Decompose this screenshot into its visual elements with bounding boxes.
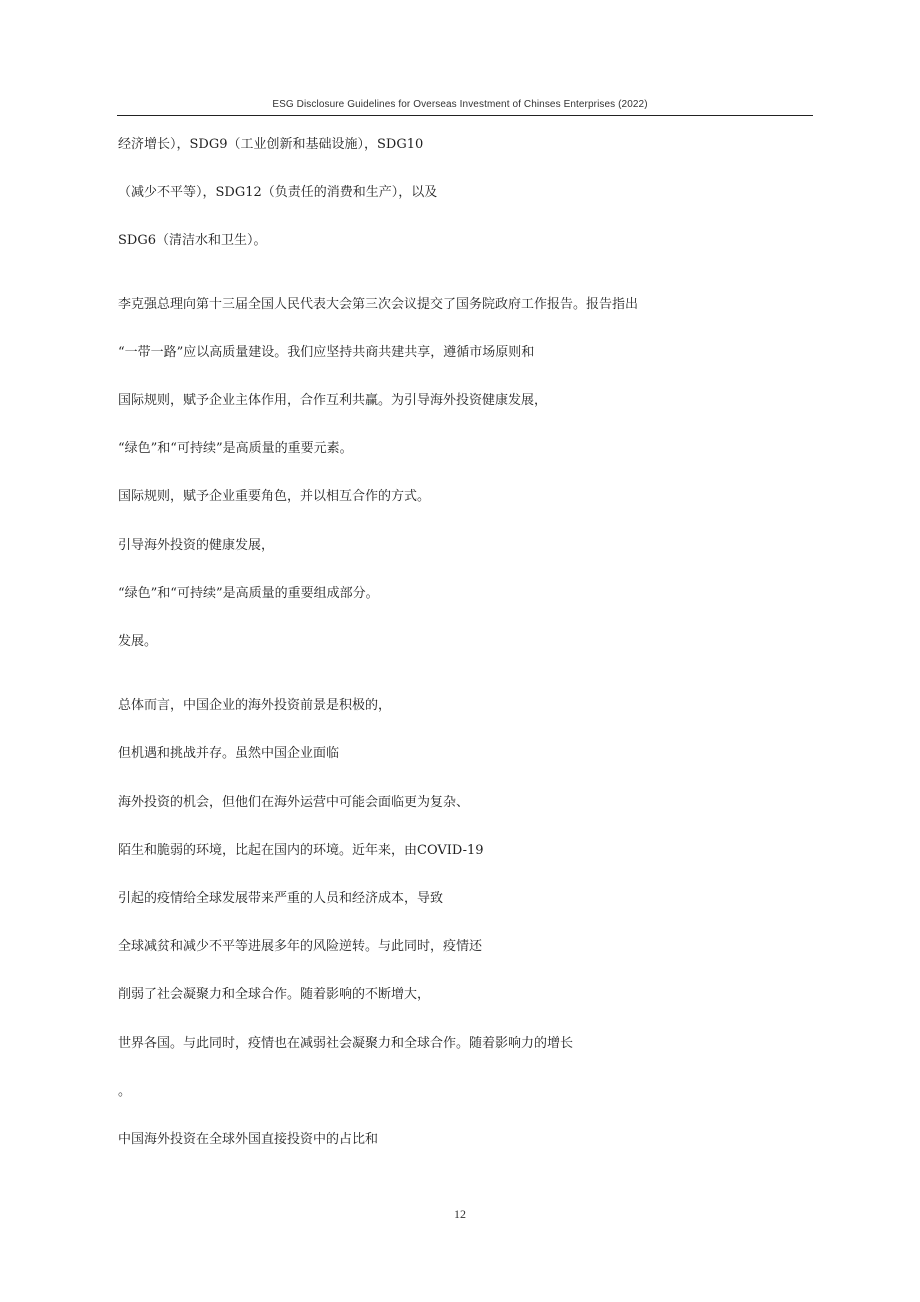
body-line: 中国海外投资在全球外国直接投资中的占比和 [118,1132,379,1147]
body-line: 。 [118,1084,132,1099]
body-line: “一带一路”应以高质量建设。我们应坚持共商共建共享，遵循市场原则和 [118,345,535,360]
running-header: ESG Disclosure Guidelines for Overseas Investment of Chinses Enterprises (2022) [272,99,648,110]
body-line: 引导海外投资的健康发展， [118,538,275,553]
body-line: 海外投资的机会，但他们在海外运营中可能会面临更为复杂、 [118,795,470,810]
body-line: 但机遇和挑战并存。虽然中国企业面临 [118,746,340,761]
body-line: “绿色”和“可持续”是高质量的重要元素。 [118,441,353,456]
body-line: （减少不平等），SDG12（负责任的消费和生产），以及 [118,185,438,200]
body-line: 全球减贫和减少不平等进展多年的风险逆转。与此同时，疫情还 [118,939,483,954]
page-number: 12 [454,1207,466,1221]
body-line: 总体而言，中国企业的海外投资前景是积极的， [118,698,392,713]
body-line: 发展。 [118,634,158,649]
body-line: SDG6（清洁水和卫生）。 [118,233,267,248]
body-line: “绿色”和“可持续”是高质量的重要组成部分。 [118,586,379,601]
header-rule [117,115,813,116]
body-line: 引起的疫情给全球发展带来严重的人员和经济成本，导致 [118,891,444,906]
body-line: 世界各国。与此同时，疫情也在减弱社会凝聚力和全球合作。随着影响力的增长 [118,1036,574,1051]
body-line: 国际规则，赋予企业重要角色，并以相互合作的方式。 [118,489,431,504]
body-line: 国际规则，赋予企业主体作用，合作互利共赢。为引导海外投资健康发展， [118,393,548,408]
body-line: 陌生和脆弱的环境，比起在国内的环境。近年来，由COVID-19 [118,843,484,858]
body-line: 削弱了社会凝聚力和全球合作。随着影响的不断增大， [118,987,431,1002]
body-line: 李克强总理向第十三届全国人民代表大会第三次会议提交了国务院政府工作报告。报告指出 [118,297,639,312]
body-line: 经济增长），SDG9（工业创新和基础设施），SDG10 [118,137,424,152]
